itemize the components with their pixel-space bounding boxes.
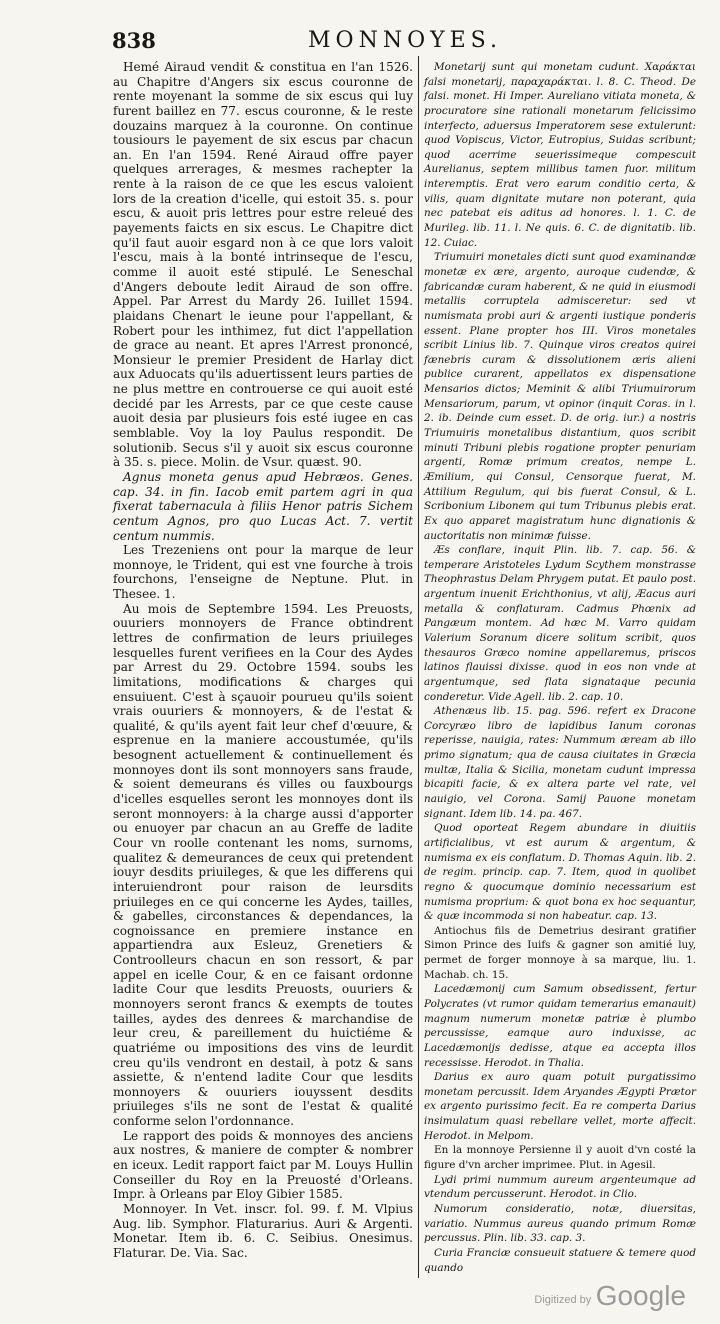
- google-logo: Google: [595, 1280, 686, 1311]
- left-column: [113, 60, 413, 1261]
- paragraph-athenaeus: Athenæus lib. 15. pag. 596. refert ex Dracone Corcyræo libro de lapidibus Ianum coronas reperisse, nauigia, rates: Nummum æream ab illo primo signatum; qua de causa ciuitates in Græcia multæ, Italia & Sicilia, monetam cudunt impressa bicapiti facie, & ex altera parte vel rate, vel nauigio, vel Corona. Samij Pauone monetam signant. Idem lib. 14. pa. 467.: [424, 705, 696, 820]
- running-title: MONNOYES.: [308, 28, 502, 53]
- paragraph-curia-franciae: Curia Franciæ consueuit statuere & temere quod quando: [424, 1246, 696, 1274]
- paragraph-aes-conflare: Æs conflare, inquit Plin. lib. 7. cap. 56. & temperare Aristoteles Lydum Scythem monstrasse Theophrastus Delam Phrygem putat. Et paulo post. argentum inuenit Erichthonius, vt alij, Æacus auri metalla & conflaturam. Cadmus Phœnix ad Pangæum montem. Ad hæc M. Varro quidam Valerium Soranum dicere solitum scribit, quos thesauros Græco nomine appellaremus, priscos latinos flauissi dixisse. quod in eos non vnde at argentumque, sed flata signataque pecunia conderetur. Vide Agell. lib. 2. cap. 10.: [424, 544, 696, 703]
- paragraph-airaud-rente: Hemé Airaud vendit & constitua en l'an 1526. au Chapitre d'Angers six escus couronne de rente moyenant la somme de six escus qui luy furent baillez en 77. escus couronne, & le reste douzains marquez à la couronne. On continue tousiours le payement de six escus par chacun an. En l'an 1594. René Airaud offre payer quelques arrerages, & mesmes rachepter la rente à la raison de ce que les escus valoient lors de la creation d'icelle, qui estoit 35. s. pour escu, & auoit pris lettres pour estre releué des payements faicts en six escus. Le Chapitre dict qu'il faut auoir esgard non à ce que lors valoit l'escu, mais à la bonté intrinseque de l'escu, comme il auoit esté stipulé. Le Seneschal d'Angers deboute ledit Airaud de son offre. Appel. Par Arrest du Mardy 26. Iuillet 1594. plaidans Chenart le ieune pour l'appellant, & Robert pour les inthimez, fut dict l'appellation de grace au neant. Et apres l'Arrest prononcé, Monsieur le premier President de Harlay dict aux Aduocats qu'ils aduertissent leurs parties de ne plus mettre en controuerse ce qui auoit esté decidé par les Arrests, par ce que ceste cause auoit desia par plusieurs fois esté iugee en cas semblable. Voy la loy Paulus respondit. De solutionib. Secus s'il y auoit six escus couronne à 35. s. piece. Molin. de Vsur. quæst. 90.: [113, 60, 413, 470]
- watermark-prefix: Digitized by: [534, 1294, 592, 1306]
- paragraph-monetarij: Monetarij sunt qui monetam cudunt. Χαράκται falsi monetarij, παραχαράκται. l. 8. C. Theod. De falsi. monet. Hi Imper. Aureliano vitiata moneta, & procuratore sine rationali monetarum felicissimo interfecto, aduersus Imperatorem sese extulerunt: quod Vopiscus, Victor, Eutropius, Suidas scribunt; quod acerrime seuerissimeque compescuit Aurelianus, septem millibus tamen fuor. militum interemptis. Erat vero earum conditio certa, & vilis, quam dignitate mutare non poterant, quia nec patebat eis aditus ad honores. l. 1. C. de Murileg. lib. 11. l. Ne quis. 6. C. de dignitatib. lib. 12. Cuiac.: [424, 61, 696, 249]
- digitized-watermark: [534, 1280, 686, 1312]
- paragraph-agnus-moneta: Agnus moneta genus apud Hebræos. Genes. cap. 34. in fin. Iacob emit partem agri in qua fixerat tabernacula à filiis Henor patris Sichem centum Agnos, pro quo Lucas Act. 7. vertit centum nummis.: [113, 469, 413, 543]
- paragraph-rapport-poids: Le rapport des poids & monnoyes des anciens aux nostres, & maniere de compter & nombrer en iceux. Ledit rapport faict par M. Louys Hullin Conseiller du Roy en la Preuosté d'Orleans. Impr. à Orleans par Eloy Gibier 1585.: [113, 1128, 413, 1202]
- paragraph-monnoye-persienne: En la monnoye Persienne il y auoit d'vn costé la figure d'vn archer imprimee. Plut. in Agesil.: [424, 1144, 696, 1172]
- paragraph-monnoyer-inscription: Monnoyer. In Vet. inscr. fol. 99. f. M. Vlpius Aug. lib. Symphor. Flaturarius. Auri & Argenti. Monetar. Item ib. 6. C. Seibius. Onesimus. Flaturar. De. Via. Sac.: [113, 1201, 413, 1260]
- paragraph-darius: Darius ex auro quam potuit purgatissimo monetam percussit. Idem Aryandes Ægypti Prætor ex argento purissimo fecit. Ea re comperta Darius insimulatum quasi rebellare vellet, morte affecit. Herodot. in Melpom.: [424, 1071, 696, 1142]
- paragraph-quod-oporteat: Quod oporteat Regem abundare in diuitiis artificialibus, vt est aurum & argentum, & numisma ex eis conflatum. D. Thomas Aquin. lib. 2. de regim. princip. cap. 7. Item, quod in quolibet regno & quocumque dominio necessarium est numisma proprium: & quot bona ex hoc sequantur, & quæ incommoda si non habeatur. cap. 13.: [424, 822, 696, 923]
- paragraph-antiochus: Antiochus fils de Demetrius desirant gratifier Simon Prince des Iuifs & gagner son amitié luy, permet de forger monnoye à sa marque, liu. 1. Machab. ch. 15.: [424, 924, 696, 981]
- paragraph-trezeniens: Les Trezeniens ont pour la marque de leur monnoye, le Trident, qui est vne fourche à trois fourchons, l'enseigne de Neptune. Plut. in Thesee. 1.: [113, 543, 413, 602]
- page-header: [112, 28, 696, 52]
- paragraph-lydi: Lydi primi nummum aureum argenteumque ad vtendum percusserunt. Herodot. in Clio.: [424, 1173, 696, 1201]
- paragraph-triumuiri: Triumuiri monetales dicti sunt quod examinandæ monetæ ex ære, argento, auroque cudendæ, & fabricandæ curam haberent, & ne quid in eiusmodi metallis corruptela admisceretur: sed vt numismata probi auri & argenti iustique ponderis essent. Plane propter hos III. Viros monetales scribit Linius lib. 7. Quinque viros creatos quirei fænebris curam & dissolutionem æris alieni publice curarent, appellatos ex dispensatione Mensarios dictos; Meminit & alibi Triumuirorum Mensariorum, parum, vt opinor (inquit Coras. in l. 2. ib. Deinde cum esset. D. de orig. iur.) a nostris Triumuiris monetalibus distantium, quos scribit minuti Tribuni plebis rogatione propter penuriam argenti, Romæ primum creatos, nempe L. Æmilium, qui Consul, Censorque fuerat, M. Attilium Regulum, qui bis fuerat Consul, & L. Scribonium Libonem qui tum Tribunus plebis erat. Ex quo apparet magistratum hunc dignationis & auctoritatis non minimæ fuisse.: [424, 251, 696, 542]
- paragraph-priuileges-monnoyers: Au mois de Septembre 1594. Les Preuosts, ouuriers monnoyers de France obtindrent lettres de confirmation de leurs priuileges lesquelles furent verifiees en la Cour des Aydes par Arrest du 29. Octobre 1594. soubs les limitations, modifications & charges qui ensuiuent. C'est à sçauoir pourueu qu'ils soient vrais ouuriers & monnoyers, & de l'estat & qualité, & qu'ils ayent fait leur chef d'œuure, & esprenue en la maniere accoustumée, qu'ils besognent actuellement & continuellement és monnoyes dont ils sont monnoyers sans fraude, & soient demeurans és villes ou fauxbourgs d'icelles esquelles seront les monnoyes dont ils seront monnoyers: à la charge aussi d'apporter ou enuoyer par chacun an au Greffe de ladite Cour vn roolle contenant les noms, surnoms, qualitez & demeurances de ceux qui pretendent iouyr desdits priuileges, & que les differens qui interuiendront pour raison de leursdits priuileges en ce qui concerne les Aydes, tailles, & gabelles, circonstances & dependances, la cognoissance en premiere instance en appartiendra aux Esleuz, Grenetiers & Controolleurs chacun en son ressort, & par appel en icelle Cour, & en ce faisant ordonne ladite Cour que lesdits Preuosts, ouuriers & monnoyers seront francs & exempts de toutes tailles, aydes des denrees & marchandise de leur creu, & pareillement du huictiéme & quatriéme ou impositions des vins de leurdit creu qu'ils vendront en destail, à potz & sans assiette, & n'entend ladite Cour que lesdits monnoyers & ouuriers iouyssent desdits priuileges s'ils ne sont de l'estat & qualité conforme selon l'ordonnance.: [113, 601, 413, 1129]
- column-divider: [418, 56, 419, 1278]
- paragraph-numorum: Numorum consideratio, notæ, diuersitas, variatio. Nummus aureus quando primum Romæ percussus. Plin. lib. 33. cap. 3.: [424, 1202, 696, 1245]
- paragraph-lacedaemonij: Lacedæmonij cum Samum obsedissent, fertur Polycrates (vt rumor quidam temerarius emanauit) magnum numerum monetæ patriæ è plumbo percussisse, eamque auro induxisse, ac Lacedæmonijs dedisse, atque ea accepta illos recessisse. Herodot. in Thalia.: [424, 983, 696, 1069]
- right-column: [424, 60, 696, 1275]
- page-number: 838: [112, 28, 156, 53]
